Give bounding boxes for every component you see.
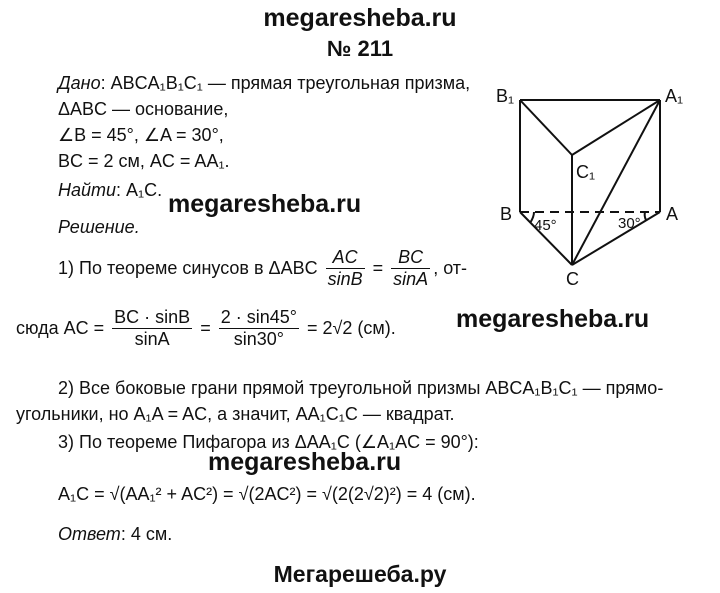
- label-angle-a: 30°: [618, 215, 641, 232]
- fraction-denominator: sinB: [327, 269, 363, 289]
- edge-b1c1: [520, 100, 572, 155]
- find-label: Найти: [58, 180, 117, 200]
- problem-number: № 211: [326, 36, 394, 61]
- fraction-numerator: BC · sinB: [114, 307, 191, 327]
- step2-line-2: угольники, но A₁A = AC, а значит, AA₁C₁C — квадрат.: [16, 404, 455, 424]
- fraction-numerator: 2 · sin45°: [220, 307, 297, 327]
- step2-line-1: 2) Все боковые грани прямой треугольной призмы ABCA₁B₁C₁ — прямо-: [58, 378, 664, 398]
- fraction-bc-sinb-over-sina: [112, 307, 192, 350]
- step1b-result: = 2√2 (см).: [307, 318, 396, 338]
- site-title: megaresheba.ru: [263, 4, 457, 32]
- step1b-line: [16, 307, 396, 350]
- angle-arc-a: [645, 212, 646, 220]
- fraction-sin45-over-sin30: [219, 307, 299, 350]
- watermark: megaresheba.ru: [168, 190, 362, 218]
- given-line-4: BC = 2 см, AC = AA₁.: [58, 151, 230, 171]
- label-c1: C₁: [576, 162, 596, 182]
- given-text-1: : ABCA₁B₁C₁ — прямая треугольная призма,: [100, 73, 471, 93]
- given-line-2: ΔABC — основание,: [58, 99, 229, 119]
- prism-figure: [490, 80, 715, 290]
- fraction-denominator: sinA: [134, 329, 170, 349]
- fraction-ac-sinb: [326, 247, 365, 290]
- label-angle-b: 45°: [534, 217, 557, 234]
- footer-site: Мегарешеба.ру: [273, 561, 447, 587]
- step1-line: [58, 247, 467, 290]
- step1b-prefix: сюда AC =: [16, 318, 105, 338]
- given-line-3: ∠B = 45°, ∠A = 30°,: [58, 125, 224, 145]
- watermark: megaresheba.ru: [208, 448, 402, 476]
- find-text: : A₁C.: [116, 180, 163, 200]
- equals-sign: =: [372, 258, 384, 278]
- fraction-bc-sina: [391, 247, 430, 290]
- label-b1: B₁: [496, 86, 515, 106]
- step3-formula: A₁C = √(AA₁² + AC²) = √(2AC²) = √(2(2√2)²) = 4 (см).: [58, 484, 476, 504]
- solution-label: Решение.: [58, 217, 140, 237]
- step3-line-1: 3) По теореме Пифагора из ΔAA₁C (∠A₁AC = 90°):: [58, 432, 479, 452]
- diagonal-a1c: [572, 100, 660, 265]
- answer-line: [58, 524, 172, 545]
- fraction-numerator: AC: [326, 247, 365, 269]
- fraction-numerator: BC: [391, 247, 430, 269]
- label-a1: A₁: [665, 86, 684, 106]
- label-a: A: [666, 204, 679, 224]
- fraction-denominator: sinA: [393, 269, 429, 289]
- step1-suffix: , от-: [433, 258, 468, 278]
- label-b: B: [500, 204, 513, 224]
- edge-c1a1: [572, 100, 660, 155]
- fraction-denominator: sin30°: [233, 329, 284, 349]
- watermark: megaresheba.ru: [456, 305, 650, 333]
- step1-prefix: 1) По теореме синусов в ΔABC: [58, 258, 318, 278]
- answer-text: : 4 см.: [120, 524, 173, 544]
- given-line-1: [58, 73, 470, 94]
- given-label: Дано: [58, 73, 101, 93]
- label-c: C: [566, 269, 579, 289]
- find-line: [58, 180, 162, 201]
- answer-label: Ответ: [58, 524, 121, 544]
- equals-sign: =: [200, 318, 211, 338]
